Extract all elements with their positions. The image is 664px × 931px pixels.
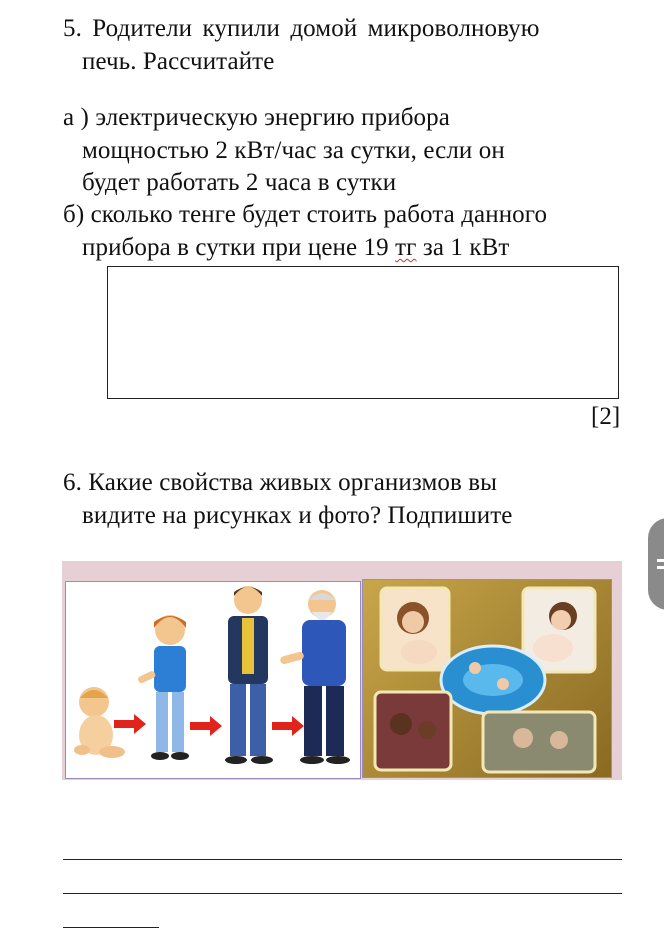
answer-line-3[interactable] <box>63 927 159 928</box>
task6-line1: 6. Какие свойства живых организмов вы <box>63 469 498 496</box>
photo-mother-children <box>375 692 451 770</box>
task5-line2: печь. Рассчитайте <box>82 48 275 75</box>
answer-line-1[interactable] <box>63 859 622 860</box>
boy-figure <box>137 615 189 760</box>
answer-box[interactable] <box>107 266 619 399</box>
marks-label: [2] <box>591 403 621 430</box>
arrow-2 <box>190 716 222 736</box>
man-figure <box>225 586 273 764</box>
task5a-line2: мощностью 2 кВт/час за сутки, если он <box>82 137 505 164</box>
answer-line-2[interactable] <box>63 893 622 894</box>
handle-grip-line <box>657 566 664 569</box>
task6-line2: видите на рисунках и фото? Подпишите <box>82 502 513 529</box>
growth-stages-drawing <box>66 582 362 780</box>
task5a-line3: будет работать 2 часа в сутки <box>82 169 397 196</box>
illustration <box>62 561 622 780</box>
mother-and-child-photos <box>362 579 612 778</box>
task5b-line1: б) сколько тенге будет стоить работа данного <box>63 201 548 228</box>
task5a-line1: а ) электрическую энергию прибора <box>63 104 450 131</box>
scroll-handle[interactable] <box>648 518 664 610</box>
task5-line1: 5. Родители купили домой микроволновую <box>63 15 540 42</box>
photo-collage <box>363 580 613 779</box>
handle-grip-line <box>657 559 664 562</box>
arrow-1 <box>114 714 146 734</box>
task5b-line2-end: за 1 кВт <box>416 234 510 261</box>
task5b-line2-start: прибора в сутки при цене 19 <box>82 234 396 261</box>
currency-tg: тг <box>395 234 417 261</box>
arrow-3 <box>272 716 304 736</box>
human-growth-stages-picture <box>65 581 361 779</box>
photo-family-mountains <box>483 712 595 772</box>
task5b-line2 <box>82 233 509 263</box>
old-man-figure <box>279 590 350 764</box>
